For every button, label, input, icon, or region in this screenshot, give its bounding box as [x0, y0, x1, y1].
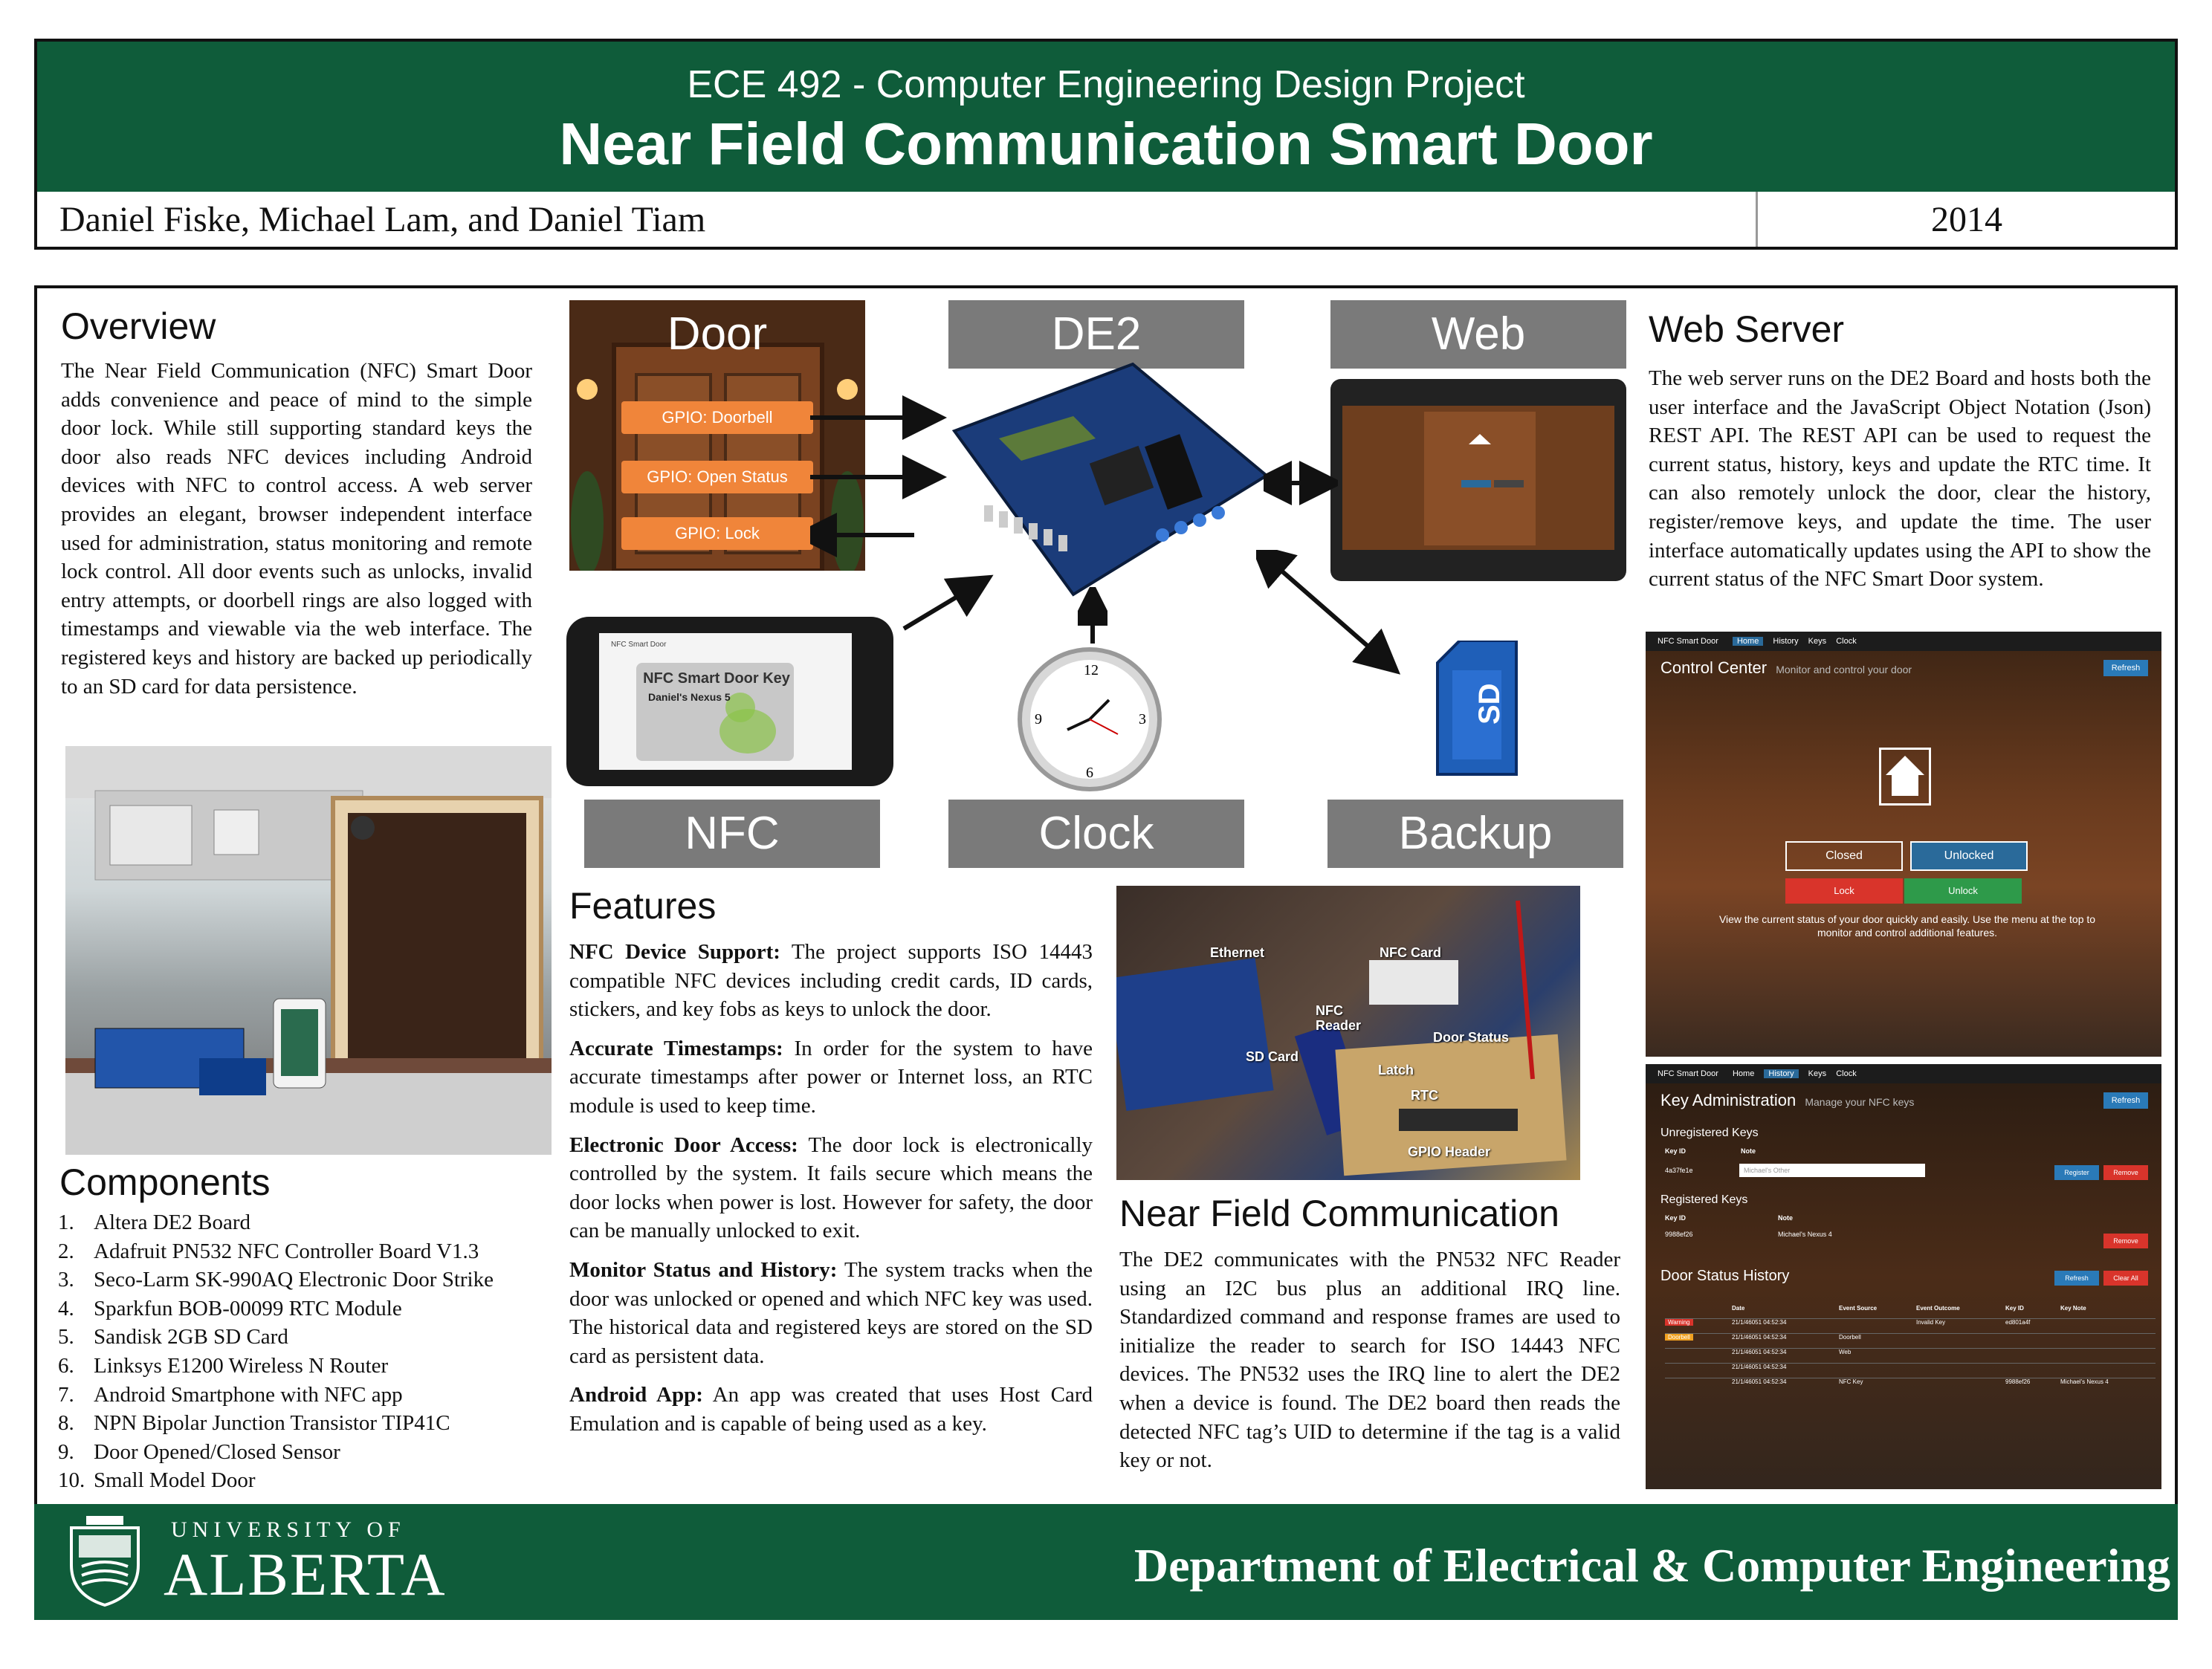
history-col: Key ID [2005, 1305, 2024, 1312]
history-source: NFC Key [1839, 1378, 1863, 1385]
history-date: 21/1/46051 04:52:34 [1732, 1349, 1787, 1355]
history-date: 21/1/46051 04:52:34 [1732, 1334, 1787, 1341]
remove-button: Remove [2103, 1165, 2148, 1180]
lab-setup-photo [65, 746, 552, 1155]
control-center-help: View the current status of your door quickly and easily. Use the menu at the top to monitor and control additional features. [1718, 913, 2096, 939]
list-item [58, 1381, 563, 1410]
poster-header [34, 39, 2178, 250]
table-row [1665, 1363, 2156, 1378]
list-number: 1. [58, 1211, 74, 1234]
phone-app-title: NFC Smart Door [611, 641, 667, 649]
key-note-input: Michael's Other [1739, 1164, 1925, 1177]
screenshot-navbar [1646, 1064, 2161, 1083]
home-icon [1879, 748, 1931, 806]
unregistered-keys-heading: Unregistered Keys [1660, 1127, 1759, 1139]
nav-keys: Keys [1808, 1069, 1827, 1078]
label-backup: Backup [1327, 800, 1623, 868]
svg-text:3: 3 [1139, 711, 1146, 727]
nfc-text: The DE2 communicates with the PN532 NFC Reader using an I2C bus plus an additional IRQ line. Standardized command and response frames are used to initialize the reader to search for ISO 14443 NFC devices. The PN532 uses the IRQ line to alert the DE2 when a device is found. The DE2 board then reads the detected NFC tag’s UID to determine if the tag is a valid key or not. [1119, 1248, 1620, 1473]
history-key [2005, 1364, 2060, 1378]
university-name-top: UNIVERSITY OF [171, 1517, 406, 1542]
lab-setup-illustration [65, 746, 552, 1155]
history-col: Event Source [1839, 1305, 1878, 1312]
history-note [2060, 1334, 2135, 1348]
web-server-heading: Web Server [1649, 308, 1845, 350]
screenshot-navbar [1646, 632, 2161, 651]
history-source [1839, 1364, 1916, 1378]
list-label: Sandisk 2GB SD Card [94, 1325, 288, 1349]
col-key-id: Key ID [1665, 1147, 1687, 1155]
list-number: 7. [58, 1382, 74, 1407]
screenshot-heading: Control Center [1660, 658, 1768, 677]
screenshot-heading: Key Administration [1660, 1091, 1797, 1109]
history-header-row [1665, 1305, 2156, 1318]
list-label: NPN Bipolar Junction Transistor TIP41C [94, 1411, 450, 1436]
history-col: Event Outcome [1916, 1305, 1960, 1312]
history-col: Date [1732, 1305, 1745, 1312]
screenshot-subheading: Monitor and control your door [1776, 664, 1912, 675]
lock-button: Lock [1785, 878, 1903, 904]
feature-title: Electronic Door Access: [569, 1132, 798, 1157]
svg-text:12: 12 [1084, 662, 1099, 678]
list-item [58, 1208, 563, 1237]
history-outcome [1916, 1378, 2005, 1393]
nav-history: History [1764, 1069, 1798, 1078]
history-note: Michael's Nexus 4 [2060, 1378, 2109, 1385]
home-glyph [1881, 750, 1929, 803]
gpio-lock: GPIO: Lock [621, 517, 813, 550]
history-note [2060, 1364, 2135, 1378]
feature-text: The door lock is electronically controlled by the system. It fails secure which means the door locks when power is lost. However for safety, the door can be manually unlocked to exit. [569, 1132, 1093, 1243]
features-heading: Features [569, 885, 717, 927]
feature-item [569, 1381, 1093, 1438]
components-list [58, 1208, 563, 1495]
col-note: Note [1741, 1147, 1756, 1155]
feature-item [569, 1256, 1093, 1370]
authors: Daniel Fiske, Michael Lam, and Daniel Tiam [59, 200, 706, 239]
list-label: Linksys E1200 Wireless N Router [94, 1353, 389, 1378]
status-closed: Closed [1785, 841, 1903, 871]
list-item [58, 1352, 563, 1381]
svg-text:SD: SD [1473, 683, 1506, 725]
clear-all-button: Clear All [2103, 1271, 2148, 1286]
clock-face-icon [1015, 645, 1164, 794]
arrow-clock-to-de2 [1078, 587, 1107, 646]
unlock-button: Unlock [1904, 878, 2022, 904]
photo-label-nfc-card: NFC Card [1380, 945, 1442, 960]
gpio-open-status: GPIO: Open Status [621, 461, 813, 493]
status-unlocked: Unlocked [1910, 841, 2028, 871]
list-item [58, 1237, 563, 1266]
year: 2014 [1931, 200, 2002, 239]
register-button: Register [2054, 1165, 2099, 1180]
svg-text:9: 9 [1035, 711, 1042, 727]
remove-button: Remove [2103, 1234, 2148, 1248]
refresh-button: Refresh [2103, 1092, 2148, 1109]
arrows-door-to-de2 [810, 386, 974, 580]
registered-keys-heading: Registered Keys [1660, 1193, 1748, 1206]
history-outcome [1916, 1334, 2005, 1348]
list-item [58, 1265, 563, 1294]
feature-item [569, 1131, 1093, 1245]
nav-home: Home [1733, 637, 1763, 646]
nav-brand: NFC Smart Door [1658, 1069, 1718, 1078]
table-row [1665, 1348, 2156, 1363]
feature-title: Monitor Status and History: [569, 1257, 838, 1282]
refresh-button: Refresh [2054, 1271, 2099, 1286]
history-heading: Door Status History [1660, 1268, 1790, 1284]
poster-title: Near Field Communication Smart Door [559, 111, 1653, 177]
table-row [1665, 1333, 2156, 1348]
phone-card-title: NFC Smart Door Key [643, 670, 790, 687]
label-nfc: NFC [584, 800, 880, 868]
history-outcome [1916, 1349, 2005, 1363]
status-badge: Doorbell [1665, 1334, 1693, 1341]
nav-clock: Clock [1836, 637, 1857, 646]
history-outcome [1916, 1364, 2005, 1378]
university-crest-icon [64, 1513, 146, 1608]
history-note [2060, 1349, 2135, 1363]
history-table [1665, 1305, 2156, 1393]
unregistered-key-id: 4a37fe1e [1665, 1167, 1693, 1174]
screenshot-subheading: Manage your NFC keys [1805, 1096, 1915, 1108]
nfc-heading: Near Field Communication [1119, 1193, 1559, 1234]
list-number: 3. [58, 1268, 74, 1292]
header-band [37, 42, 2175, 192]
crest-shield-icon [64, 1513, 146, 1608]
web-server-text: The web server runs on the DE2 Board and hosts both the user interface and the JavaScript Object Notation (Json) REST API. The REST API can be used to request the current status, history, keys and update the RTC time. It can also remotely unlock the door, clear the history, register/remove keys, and update the time. The user interface automatically updates using the API to show the current status of the NFC Smart Door system. [1649, 366, 2151, 592]
photo-label-ethernet: Ethernet [1210, 945, 1265, 960]
arrow-nfc-to-de2 [899, 569, 996, 636]
features-list [569, 938, 1093, 1449]
feature-text: In order for the system to have accurate timestamps after power or Internet loss, an RTC module is used to keep time. [569, 1036, 1093, 1118]
list-label: Small Model Door [94, 1468, 256, 1493]
list-number: 10. [58, 1468, 85, 1493]
department-name: Department of Electrical & Computer Engineering [1134, 1539, 2170, 1592]
tablet-ui-illustration [1342, 397, 1614, 550]
photo-label-nfc-reader: NFC Reader [1316, 1003, 1362, 1033]
sd-card-icon [1430, 641, 1524, 782]
list-item [58, 1438, 563, 1467]
hardware-photo [1116, 886, 1580, 1180]
history-key: ed801a4f [2005, 1319, 2031, 1326]
list-label: Seco-Larm SK-990AQ Electronic Door Strike [94, 1268, 494, 1292]
history-date: 21/1/46051 04:52:34 [1732, 1319, 1787, 1326]
list-item [58, 1323, 563, 1352]
feature-title: NFC Device Support: [569, 940, 780, 964]
history-source [1839, 1319, 1916, 1333]
label-door: Door [667, 308, 768, 360]
svg-text:6: 6 [1086, 765, 1093, 781]
refresh-button: Refresh [2103, 660, 2148, 676]
divider [1756, 192, 1758, 247]
feature-text: An app was created that uses Host Card Emulation and is capable of being used as a key. [569, 1383, 1093, 1436]
history-key: 9988ef26 [2005, 1378, 2031, 1385]
registered-key-note: Michael's Nexus 4 [1778, 1231, 1832, 1238]
col-key-id: Key ID [1665, 1214, 1687, 1222]
history-note [2060, 1319, 2135, 1333]
arrow-de2-web [1264, 461, 1338, 505]
feature-item [569, 1034, 1093, 1121]
feature-text: The system tracks when the door was unlocked or opened and which NFC key was used. The historical data and registered keys are stored on the SD card as persistent data. [569, 1257, 1093, 1368]
nav-clock: Clock [1836, 1069, 1857, 1078]
history-date: 21/1/46051 04:52:34 [1732, 1378, 1787, 1385]
feature-item [569, 938, 1093, 1024]
list-number: 5. [58, 1325, 74, 1349]
gpio-doorbell: GPIO: Doorbell [621, 401, 813, 434]
photo-label-latch: Latch [1378, 1063, 1414, 1077]
photo-label-door-status: Door Status [1433, 1030, 1510, 1045]
feature-title: Android App: [569, 1383, 703, 1407]
clock-image [1015, 645, 1164, 794]
nav-keys: Keys [1808, 637, 1827, 646]
label-clock: Clock [948, 800, 1244, 868]
history-source: Web [1839, 1349, 1852, 1355]
sd-card-image [1430, 641, 1524, 782]
status-badge: Warning [1665, 1319, 1693, 1326]
list-number: 2. [58, 1239, 74, 1263]
poster-subtitle: ECE 492 - Computer Engineering Design Project [687, 63, 1525, 106]
tablet-screen [1342, 397, 1614, 550]
list-number: 8. [58, 1411, 74, 1436]
table-row [1665, 1318, 2156, 1333]
phone-card-subtitle: Daniel's Nexus 5 [648, 691, 731, 703]
list-number: 6. [58, 1353, 74, 1378]
feature-title: Accurate Timestamps: [569, 1036, 783, 1060]
col-note: Note [1778, 1214, 1793, 1222]
overview-text: The Near Field Communication (NFC) Smart Door adds convenience and peace of mind to the simple door lock. While still supporting standard keys the door also reads NFC devices including Android devices with NFC to control access. A web server provides an elegant, browser independent interface used for administration, status monitoring and remote lock control. All door events such as unlocks, invalid entry attempts, or doorbell rings are also logged with timestamps and viewable via the web interface. The registered keys and history are backed up periodically to an SD card for data persistence. [61, 359, 532, 699]
label-de2: DE2 [948, 300, 1244, 369]
list-label: Altera DE2 Board [94, 1211, 250, 1234]
history-col: Key Note [2060, 1305, 2086, 1312]
history-outcome: Invalid Key [1916, 1319, 1946, 1326]
registered-key-id: 9988ef26 [1665, 1231, 1693, 1238]
history-date: 21/1/46051 04:52:34 [1732, 1364, 1787, 1370]
nav-brand: NFC Smart Door [1658, 637, 1718, 646]
list-label: Android Smartphone with NFC app [94, 1382, 403, 1407]
feature-text: The project supports ISO 14443 compatible NFC devices including credit cards, ID cards, stickers, and key fobs as keys to unlock the door. [569, 940, 1093, 1022]
key-admin-heading [1660, 1091, 1914, 1110]
overview-heading: Overview [61, 305, 216, 347]
list-label: Door Opened/Closed Sensor [94, 1439, 340, 1464]
nav-history: History [1773, 637, 1799, 646]
list-item [58, 1409, 563, 1438]
list-label: Adafruit PN532 NFC Controller Board V1.3 [94, 1239, 479, 1263]
photo-label-rtc: RTC [1411, 1088, 1438, 1103]
control-center-screenshot [1646, 632, 2161, 1057]
list-number: 4. [58, 1296, 74, 1320]
photo-label-sd-card: SD Card [1246, 1049, 1299, 1064]
list-number: 9. [58, 1439, 74, 1464]
control-center-heading [1660, 658, 1912, 678]
photo-label-gpio-header: GPIO Header [1408, 1144, 1491, 1159]
label-web: Web [1330, 300, 1626, 369]
arrow-de2-backup [1256, 550, 1405, 676]
hardware-illustration [1116, 886, 1580, 1180]
history-key [2005, 1334, 2060, 1348]
components-heading: Components [59, 1161, 271, 1203]
table-row [1665, 1378, 2156, 1393]
list-label: Sparkfun BOB-00099 RTC Module [94, 1296, 402, 1320]
history-key [2005, 1349, 2060, 1363]
history-source: Doorbell [1839, 1334, 1861, 1341]
university-name: ALBERTA [164, 1540, 447, 1608]
nav-home: Home [1732, 1069, 1755, 1078]
list-item [58, 1294, 563, 1323]
list-item [58, 1466, 563, 1495]
